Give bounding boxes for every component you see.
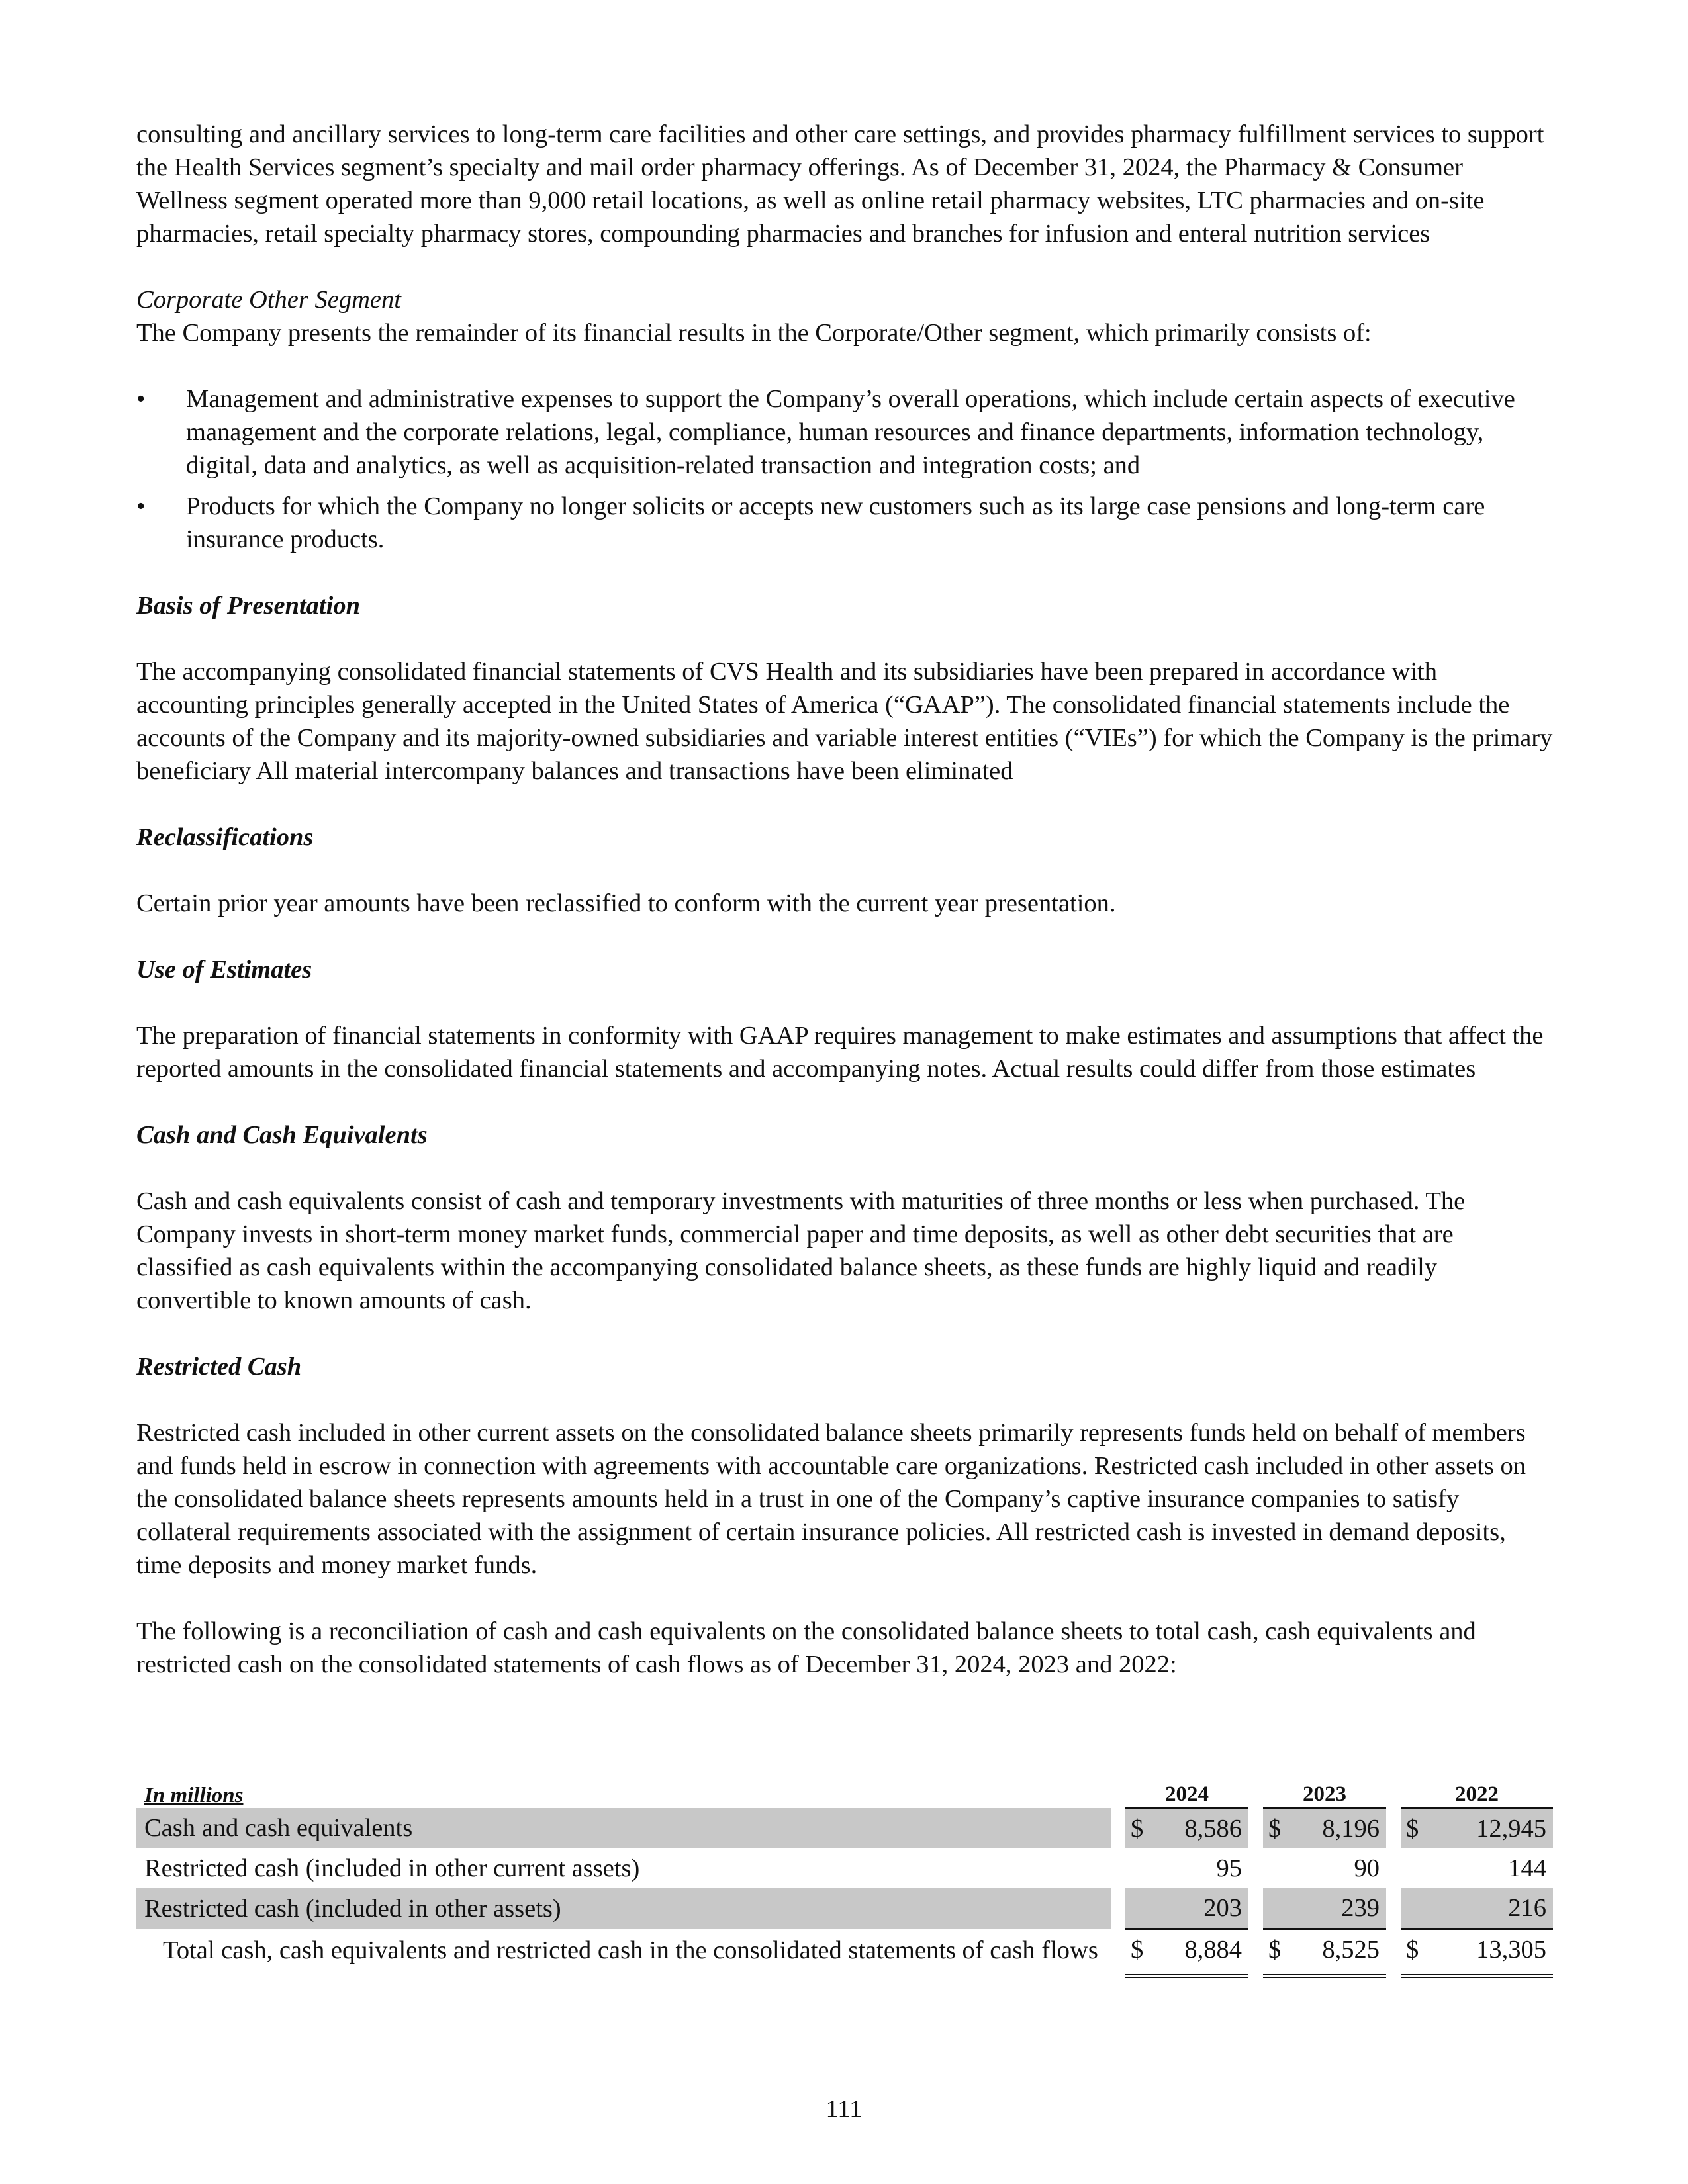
table-row bbox=[136, 1848, 1553, 1888]
reconciliation-intro: The following is a reconciliation of cash and cash equivalents on the consolidated balance sheets to total cash, cash equivalents and restricted cash on the consolidated statements of cash flows as of December 31, 2024, 2023 and 2022: bbox=[136, 1617, 1476, 1678]
table-cell: 12,945 bbox=[1427, 1808, 1553, 1849]
bullet-text: Products for which the Company no longer solicits or accepts new customers such as its large case pensions and long-term care insurance products. bbox=[186, 492, 1485, 553]
currency-symbol: $ bbox=[1401, 1808, 1427, 1849]
row-label: Cash and cash equivalents bbox=[136, 1808, 1111, 1849]
table-cell: 239 bbox=[1289, 1888, 1386, 1929]
table-cell: 8,196 bbox=[1289, 1808, 1386, 1849]
currency-symbol: $ bbox=[1125, 1808, 1152, 1849]
table-cell: 95 bbox=[1216, 1854, 1242, 1882]
section-heading-estimates: Use of Estimates bbox=[136, 956, 312, 983]
row-label: Restricted cash (included in other assets) bbox=[136, 1888, 1111, 1929]
corporate-segment-intro: The Company presents the remainder of its financial results in the Corporate/Other segment, which primarily consists of: bbox=[136, 319, 1372, 347]
table-total-row bbox=[136, 1929, 1553, 1976]
currency-symbol: $ bbox=[1401, 1929, 1427, 1976]
table-header-row bbox=[136, 1774, 1553, 1808]
column-header-year: 2022 bbox=[1401, 1774, 1553, 1808]
column-header-year: 2024 bbox=[1125, 1774, 1248, 1808]
table-header-label: In millions bbox=[144, 1783, 244, 1807]
currency-symbol: $ bbox=[1263, 1808, 1289, 1849]
row-label: Total cash, cash equivalents and restricted cash in the consolidated statements of cash flows bbox=[163, 1936, 1098, 1964]
table-row bbox=[136, 1808, 1553, 1849]
table-cell: 8,884 bbox=[1152, 1929, 1248, 1976]
currency-symbol: $ bbox=[1125, 1929, 1152, 1976]
list-item bbox=[136, 490, 1553, 556]
table-cell: 203 bbox=[1152, 1888, 1248, 1929]
section-body-cash: Cash and cash equivalents consist of cash and temporary investments with maturities of three months or less when purchased. The Company invests in short-term money market funds, commercial paper and time deposits, as well as other debt securities that are classified as cash equivalents within the accompanying consolidated balance sheets, as these funds are highly liquid and readily convertible to known amounts of cash. bbox=[136, 1187, 1466, 1314]
cash-reconciliation-table bbox=[136, 1774, 1553, 1978]
section-body-estimates: The preparation of financial statements in conformity with GAAP requires management to make estimates and assumptions that affect the reported amounts in the consolidated financial statements and accompanying notes. Actual results could differ from those estimates bbox=[136, 1022, 1544, 1083]
row-label: Restricted cash (included in other current assets) bbox=[144, 1854, 640, 1882]
column-header-year: 2023 bbox=[1263, 1774, 1386, 1808]
bullet-icon: • bbox=[136, 492, 146, 520]
corporate-bullet-list bbox=[136, 383, 1553, 556]
section-body-reclassifications: Certain prior year amounts have been reclassified to conform with the current year presentation. bbox=[136, 889, 1116, 917]
corporate-segment-title: Corporate Other Segment bbox=[136, 286, 401, 314]
table-cell: 8,525 bbox=[1289, 1929, 1386, 1976]
table-cell: 8,586 bbox=[1152, 1808, 1248, 1849]
section-heading-reclassifications: Reclassifications bbox=[136, 823, 314, 851]
bullet-icon: • bbox=[136, 385, 146, 413]
list-item bbox=[136, 383, 1553, 482]
table-cell: 216 bbox=[1427, 1888, 1553, 1929]
page-number: 111 bbox=[825, 2095, 863, 2123]
section-heading-cash: Cash and Cash Equivalents bbox=[136, 1121, 428, 1149]
section-body-basis: The accompanying consolidated financial statements of CVS Health and its subsidiaries have been prepared in accordance with accounting principles generally accepted in the United States of America (“GAAP”). The consolidated financial statements include the accounts of the Company and its majority-owned subsidiaries and variable interest entities (“VIEs”) for which the Company is the primary beneficiary All material intercompany balances and transactions have been eliminated bbox=[136, 658, 1553, 785]
currency-symbol: $ bbox=[1263, 1929, 1289, 1976]
intro-paragraph: consulting and ancillary services to long-term care facilities and other care settings, and provides pharmacy fulfillment services to support the Health Services segment’s specialty and mail order pharmacy offerings. As of December 31, 2024, the Pharmacy & Consumer Wellness segment operated more than 9,000 retail locations, as well as online retail pharmacy websites, LTC pharmacies and on-site pharmacies, retail specialty pharmacy stores, compounding pharmacies and branches for infusion and enteral nutrition services bbox=[136, 120, 1544, 248]
section-heading-restricted-cash: Restricted Cash bbox=[136, 1353, 302, 1381]
bullet-text: Management and administrative expenses to support the Company’s overall operations, which include certain aspects of executive management and the corporate relations, legal, compliance, human resources and finance departments, information technology, digital, data and analytics, as well as acquisition-related transaction and integration costs; and bbox=[186, 385, 1515, 479]
table-cell: 144 bbox=[1508, 1854, 1546, 1882]
table-cell: 13,305 bbox=[1427, 1929, 1553, 1976]
section-body-restricted-cash: Restricted cash included in other current assets on the consolidated balance sheets primarily represents funds held on behalf of members and funds held in escrow in connection with agreements with accountable care organizations. Restricted cash included in other assets on the consolidated balance sheets represents amounts held in a trust in one of the Company’s captive insurance companies to satisfy collateral requirements associated with the assignment of certain insurance policies. All restricted cash is invested in demand deposits, time deposits and money market funds. bbox=[136, 1419, 1526, 1579]
document-page bbox=[136, 118, 1553, 1681]
table-cell: 90 bbox=[1354, 1854, 1380, 1882]
section-heading-basis: Basis of Presentation bbox=[136, 592, 360, 619]
table-row bbox=[136, 1888, 1553, 1929]
